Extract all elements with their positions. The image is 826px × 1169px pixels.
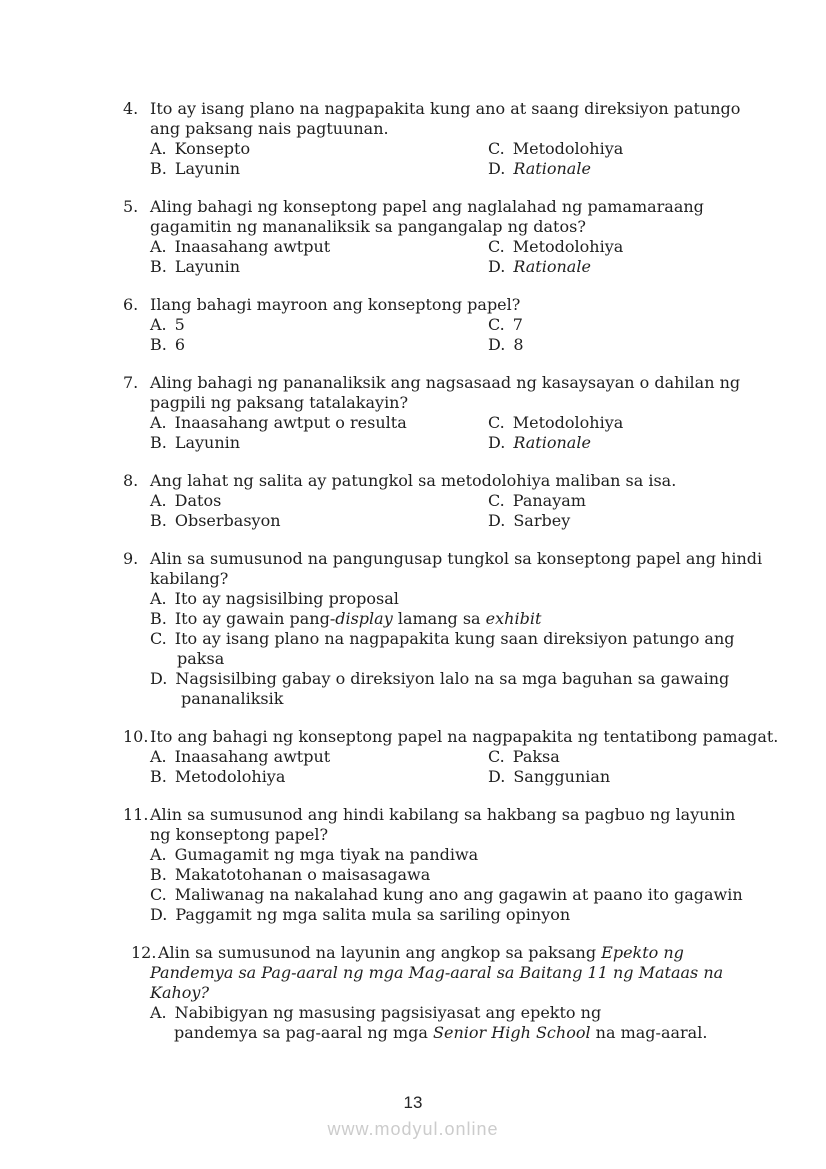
question — [123, 805, 795, 925]
text-segment: Alin sa sumusunod ang hindi kabilang sa hakbang sa pagbuo ng layunin — [150, 805, 736, 824]
option-label: A. — [150, 139, 167, 158]
option-line — [123, 845, 795, 865]
text-segment: pananaliksik — [181, 689, 284, 708]
question-number: 7. — [123, 373, 139, 392]
option-line — [123, 905, 795, 925]
text-segment: paksa — [177, 649, 225, 668]
option-label: C. — [488, 747, 505, 766]
answer-option — [150, 159, 488, 179]
question-prompt-continuation — [123, 983, 795, 1003]
text-segment: Panayam — [512, 491, 586, 510]
question-prompt-line — [123, 295, 795, 315]
question — [123, 727, 795, 787]
text-segment: kabilang? — [150, 569, 229, 588]
option-label: A. — [150, 589, 167, 608]
options-row — [123, 767, 795, 787]
answer-option — [150, 845, 478, 864]
answer-option — [150, 433, 488, 453]
answer-option — [488, 511, 570, 531]
answer-option — [488, 413, 623, 433]
option-continuation-line — [123, 649, 795, 669]
question-prompt-line — [123, 943, 795, 963]
answer-option — [488, 767, 610, 787]
answer-option — [150, 491, 488, 511]
answer-option — [488, 491, 586, 511]
answer-option — [150, 335, 488, 355]
option-line — [123, 589, 795, 609]
text-segment: Ito ay nagsisilbing proposal — [174, 589, 399, 608]
text-segment: Obserbasyon — [174, 511, 281, 530]
answer-option — [150, 1003, 601, 1022]
page-footer — [0, 1093, 826, 1140]
answer-option — [488, 335, 524, 355]
questions-list — [123, 99, 795, 1061]
answer-option — [150, 139, 488, 159]
options-row — [123, 237, 795, 257]
option-label: A. — [150, 491, 167, 510]
text-segment: Layunin — [174, 433, 241, 452]
question — [123, 295, 795, 355]
text-segment: Paggamit ng mga salita mula sa sariling opinyon — [175, 905, 571, 924]
option-label: A. — [150, 413, 167, 432]
text-segment: Senior High School — [433, 1023, 591, 1042]
text-segment: Ito ay isang plano na nagpapakita kung ano at saang direksiyon patungo — [150, 99, 741, 118]
option-line — [123, 885, 795, 905]
text-segment: Ang lahat ng salita ay patungkol sa metodolohiya maliban sa isa. — [150, 471, 677, 490]
text-segment: Datos — [174, 491, 222, 510]
option-line — [123, 865, 795, 885]
question-prompt-continuation — [123, 119, 795, 139]
option-label: D. — [488, 335, 506, 354]
answer-option — [488, 315, 523, 335]
question-number: 5. — [123, 197, 139, 216]
option-label: C. — [488, 413, 505, 432]
answer-option — [488, 237, 623, 257]
option-label: C. — [488, 237, 505, 256]
option-line — [123, 609, 795, 629]
option-line — [123, 1003, 795, 1023]
question-prompt-line — [123, 99, 795, 119]
text-segment: Layunin — [174, 159, 241, 178]
text-segment: Nagsisilbing gabay o direksiyon lalo na sa mga baguhan sa gawaing — [175, 669, 730, 688]
options-row — [123, 335, 795, 355]
option-label: B. — [150, 335, 167, 354]
answer-option — [150, 511, 488, 531]
option-label: D. — [488, 257, 506, 276]
text-segment: exhibit — [485, 609, 542, 628]
text-segment: Sarbey — [513, 511, 571, 530]
text-segment: Paksa — [512, 747, 560, 766]
question-prompt-continuation — [123, 569, 795, 589]
answer-option — [488, 433, 591, 453]
text-segment: pagpili ng paksang tatalakayin? — [150, 393, 409, 412]
text-segment: Ito ay isang plano na nagpapakita kung saan direksiyon patungo ang — [174, 629, 735, 648]
question-number: 12. — [131, 943, 157, 962]
option-label: D. — [150, 669, 168, 688]
answer-option — [150, 767, 488, 787]
answer-option — [488, 139, 623, 159]
text-segment: display — [335, 609, 393, 628]
answer-option — [488, 159, 591, 179]
answer-option — [150, 315, 488, 335]
question-prompt-continuation — [123, 217, 795, 237]
option-label: C. — [488, 315, 505, 334]
text-segment: Makatotohanan o maisasagawa — [174, 865, 431, 884]
text-segment: Rationale — [513, 433, 591, 452]
option-continuation-line — [123, 1023, 795, 1043]
text-segment: gagamitin ng mananaliksik sa pangangalap ng datos? — [150, 217, 586, 236]
option-label: D. — [488, 159, 506, 178]
page-number: 13 — [403, 1093, 423, 1112]
text-segment: Aling bahagi ng pananaliksik ang nagsasaad ng kasaysayan o dahilan ng — [150, 373, 741, 392]
option-label: B. — [150, 257, 167, 276]
options-row — [123, 433, 795, 453]
answer-option — [150, 885, 743, 904]
question-number: 10. — [123, 727, 149, 746]
option-label: B. — [150, 511, 167, 530]
text-segment: Nabibigyan ng masusing pagsisiyasat ang epekto ng — [174, 1003, 602, 1022]
question-prompt-line — [123, 805, 795, 825]
option-label: C. — [488, 491, 505, 510]
option-label: B. — [150, 433, 167, 452]
option-label: A. — [150, 747, 167, 766]
text-segment: Ito ang bahagi ng konseptong papel na nagpapakita ng tentatibong pamagat. — [150, 727, 779, 746]
question-prompt-line — [123, 373, 795, 393]
text-segment: 6 — [174, 335, 186, 354]
question-number: 11. — [123, 805, 149, 824]
option-line — [123, 669, 795, 689]
question-prompt-line — [123, 471, 795, 491]
answer-option — [150, 747, 488, 767]
option-label: C. — [150, 629, 167, 648]
question — [123, 197, 795, 277]
option-line — [123, 629, 795, 649]
options-row — [123, 511, 795, 531]
text-segment: Rationale — [513, 159, 591, 178]
answer-option — [150, 589, 399, 608]
option-label: B. — [150, 767, 167, 786]
text-segment: 8 — [513, 335, 524, 354]
text-segment: ang paksang nais pagtuunan. — [150, 119, 389, 138]
text-segment: Alin sa sumusunod na pangungusap tungkol sa konseptong papel ang hindi — [150, 549, 763, 568]
text-segment: Aling bahagi ng konseptong papel ang naglalahad ng pamamaraang — [150, 197, 704, 216]
text-segment: Alin sa sumusunod na layunin ang angkop sa paksang — [158, 943, 602, 962]
text-segment: Metodolohiya — [512, 413, 624, 432]
text-segment: Kahoy? — [150, 983, 210, 1002]
option-label: B. — [150, 865, 167, 884]
text-segment: Rationale — [513, 257, 591, 276]
answer-option — [488, 747, 560, 767]
answer-option — [150, 257, 488, 277]
option-label: A. — [150, 237, 167, 256]
question-prompt-continuation — [123, 393, 795, 413]
option-label: B. — [150, 159, 167, 178]
text-segment: Metodolohiya — [512, 139, 624, 158]
option-continuation-line — [123, 689, 795, 709]
question — [123, 943, 795, 1043]
question-prompt-continuation — [123, 963, 795, 983]
text-segment: Ilang bahagi mayroon ang konseptong papel? — [150, 295, 521, 314]
options-row — [123, 413, 795, 433]
question — [123, 549, 795, 709]
option-label: D. — [488, 767, 506, 786]
options-row — [123, 139, 795, 159]
answer-option — [150, 237, 488, 257]
text-segment: Gumagamit ng mga tiyak na pandiwa — [174, 845, 479, 864]
text-segment: pandemya sa pag-aaral ng mga — [174, 1023, 434, 1042]
option-label: C. — [488, 139, 505, 158]
option-label: D. — [488, 433, 506, 452]
text-segment: Inaasahang awtput — [174, 237, 331, 256]
options-row — [123, 159, 795, 179]
answer-option — [150, 609, 541, 628]
option-label: B. — [150, 609, 167, 628]
answer-option — [150, 865, 430, 884]
question-number: 9. — [123, 549, 139, 568]
question-number: 8. — [123, 471, 139, 490]
answer-option — [488, 257, 591, 277]
text-segment: Konsepto — [174, 139, 251, 158]
answer-option — [150, 905, 570, 924]
option-label: A. — [150, 845, 167, 864]
option-label: A. — [150, 315, 167, 334]
text-segment: Metodolohiya — [174, 767, 286, 786]
text-segment: Ito ay gawain pang- — [174, 609, 336, 628]
option-label: A. — [150, 1003, 167, 1022]
text-segment: Metodolohiya — [512, 237, 624, 256]
question-prompt-line — [123, 197, 795, 217]
question-prompt-line — [123, 549, 795, 569]
text-segment: Inaasahang awtput — [174, 747, 331, 766]
text-segment: na mag-aaral. — [590, 1023, 708, 1042]
text-segment: 5 — [174, 315, 185, 334]
answer-option — [150, 669, 729, 688]
text-segment: Sanggunian — [513, 767, 611, 786]
options-row — [123, 257, 795, 277]
question-prompt-continuation — [123, 825, 795, 845]
watermark-text: www.modyul.online — [327, 1119, 499, 1139]
question-number: 4. — [123, 99, 139, 118]
options-row — [123, 315, 795, 335]
option-label: C. — [150, 885, 167, 904]
option-label: D. — [150, 905, 168, 924]
options-row — [123, 491, 795, 511]
text-segment: Maliwanag na nakalahad kung ano ang gagawin at paano ito gagawin — [174, 885, 743, 904]
text-segment: 7 — [512, 315, 523, 334]
text-segment: Pandemya sa Pag-aaral ng mga Mag-aaral sa Baitang 11 ng Mataas na — [150, 963, 724, 982]
option-label: D. — [488, 511, 506, 530]
answer-option — [150, 629, 735, 648]
text-segment: Epekto ng — [601, 943, 684, 962]
question-number: 6. — [123, 295, 139, 314]
answer-option — [150, 413, 488, 433]
text-segment: ng konseptong papel? — [150, 825, 329, 844]
question-prompt-line — [123, 727, 795, 747]
text-segment: lamang sa — [392, 609, 486, 628]
text-segment: Inaasahang awtput o resulta — [174, 413, 407, 432]
question — [123, 471, 795, 531]
question — [123, 373, 795, 453]
question — [123, 99, 795, 179]
options-row — [123, 747, 795, 767]
text-segment: Layunin — [174, 257, 241, 276]
